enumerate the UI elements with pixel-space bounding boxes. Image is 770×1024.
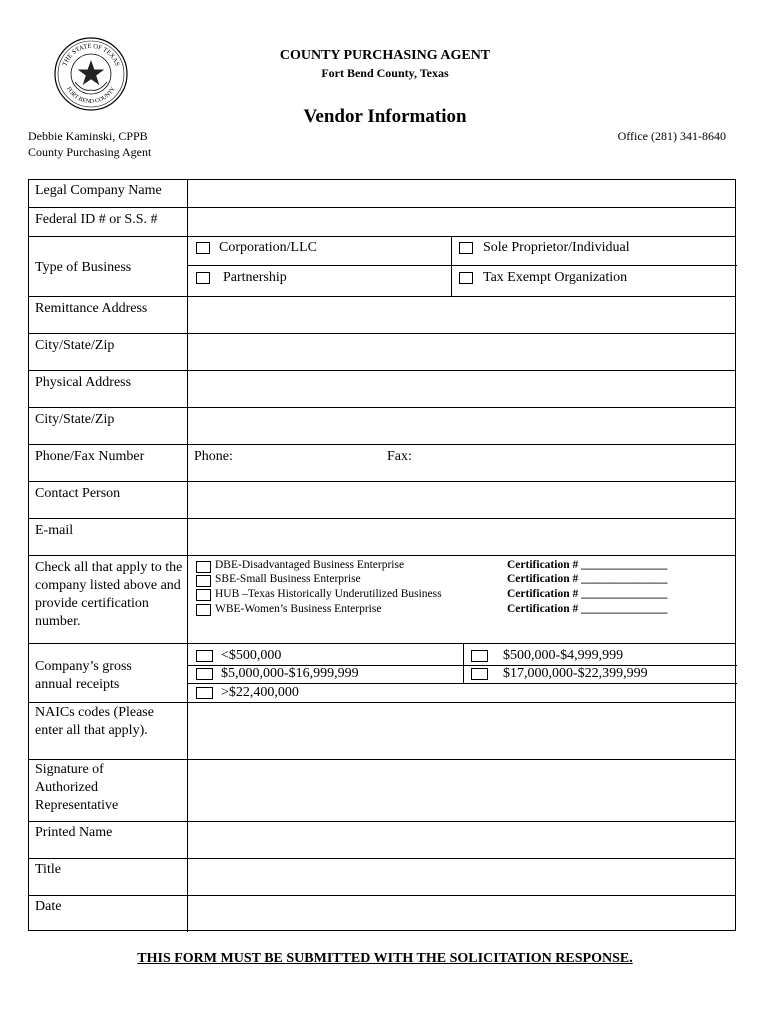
date-input[interactable] xyxy=(188,896,737,931)
row-divider xyxy=(29,444,735,445)
label-legal-company-name: Legal Company Name xyxy=(35,183,162,198)
receipts-over-22m-label: >$22,400,000 xyxy=(221,685,299,700)
receipts-17m-22m-label: $17,000,000-$22,399,999 xyxy=(503,666,648,681)
svg-text:THE STATE OF TEXAS: THE STATE OF TEXAS xyxy=(61,42,121,68)
tax-exempt-label: Tax Exempt Organization xyxy=(483,270,628,285)
receipts-5m-17m-checkbox[interactable] xyxy=(196,668,213,680)
email-input[interactable] xyxy=(188,519,737,555)
label-naics-codes: NAICs codes (Please enter all that apply). xyxy=(35,705,154,738)
fax-label: Fax: xyxy=(387,449,412,464)
label-date: Date xyxy=(35,899,62,914)
label-federal-id: Federal ID # or S.S. # xyxy=(35,212,158,227)
contact-person-input[interactable] xyxy=(188,482,737,518)
corporation-label: Corporation/LLC xyxy=(219,240,317,255)
label-email: E-mail xyxy=(35,523,74,538)
dbe-label: DBE-Disadvantaged Business Enterprise xyxy=(215,559,405,571)
label-printed-name: Printed Name xyxy=(35,825,113,840)
printed-name-input[interactable] xyxy=(188,822,737,858)
fax-input[interactable] xyxy=(421,446,721,468)
label-title: Title xyxy=(35,862,61,877)
hub-label: HUB –Texas Historically Underutilized Business xyxy=(215,588,442,600)
remittance-address-input[interactable] xyxy=(188,297,737,333)
sbe-certification-number[interactable]: Certification # _______________ xyxy=(507,573,668,585)
physical-address-input[interactable] xyxy=(188,371,737,407)
county-subheading: Fort Bend County, Texas xyxy=(321,66,449,80)
row-divider xyxy=(29,555,735,556)
dbe-certification-number[interactable]: Certification # _______________ xyxy=(507,559,668,571)
receipts-over-22m-checkbox[interactable] xyxy=(196,687,213,699)
row-divider xyxy=(29,643,735,644)
label-city-state-zip: City/State/Zip xyxy=(35,338,115,353)
phone-input[interactable] xyxy=(244,446,384,468)
wbe-certification-number[interactable]: Certification # _______________ xyxy=(507,603,668,615)
receipts-500k-5m-label: $500,000-$4,999,999 xyxy=(503,648,624,663)
hub-certification-number[interactable]: Certification # _______________ xyxy=(507,588,668,600)
tax-exempt-checkbox[interactable] xyxy=(459,272,473,284)
sbe-checkbox[interactable] xyxy=(196,575,211,587)
wbe-label: WBE-Women’s Business Enterprise xyxy=(215,603,382,615)
federal-id-input[interactable] xyxy=(188,208,737,236)
sole-proprietor-checkbox[interactable] xyxy=(459,242,473,254)
naics-codes-input[interactable] xyxy=(188,703,737,759)
dbe-checkbox[interactable] xyxy=(196,561,211,573)
agency-heading: COUNTY PURCHASING AGENT xyxy=(279,48,491,63)
city-state-zip-input[interactable] xyxy=(188,408,737,444)
row-divider xyxy=(187,683,737,684)
receipts-500k-5m-checkbox[interactable] xyxy=(471,650,488,662)
receipts-divider xyxy=(463,643,464,683)
label-gross-receipts: Company’s gross annual receipts xyxy=(35,659,132,692)
label-physical-address: Physical Address xyxy=(35,375,132,390)
partnership-checkbox[interactable] xyxy=(196,272,210,284)
city-state-zip-input[interactable] xyxy=(188,334,737,370)
sole-proprietor-label: Sole Proprietor/Individual xyxy=(483,240,630,255)
label-remittance-address: Remittance Address xyxy=(35,301,148,316)
vendor-form-table xyxy=(28,179,736,931)
hub-checkbox[interactable] xyxy=(196,589,211,601)
title-input[interactable] xyxy=(188,859,737,895)
submission-notice: THIS FORM MUST BE SUBMITTED WITH THE SOLICITATION RESPONSE. xyxy=(137,951,633,966)
agent-role: County Purchasing Agent xyxy=(28,145,152,159)
legal-company-name-input[interactable] xyxy=(188,180,737,207)
receipts-17m-22m-checkbox[interactable] xyxy=(471,668,488,680)
label-check-all-that-apply: Check all that apply to the company listed above and provide certification number. xyxy=(35,560,183,629)
sbe-label: SBE-Small Business Enterprise xyxy=(215,573,361,585)
business-type-divider xyxy=(451,236,452,296)
page-title: Vendor Information xyxy=(303,106,467,127)
row-divider xyxy=(29,236,735,237)
label-contact-person: Contact Person xyxy=(35,486,121,501)
signature-input[interactable] xyxy=(188,760,737,821)
receipts-under-500k-checkbox[interactable] xyxy=(196,650,213,662)
label-signature: Signature of Authorized Representative xyxy=(35,762,119,813)
wbe-checkbox[interactable] xyxy=(196,604,211,616)
office-phone: Office (281) 341-8640 xyxy=(617,129,726,143)
receipts-5m-17m-label: $5,000,000-$16,999,999 xyxy=(221,666,359,681)
svg-text:FORT BEND COUNTY: FORT BEND COUNTY xyxy=(65,86,117,106)
label-city-state-zip: City/State/Zip xyxy=(35,412,115,427)
receipts-under-500k-label: <$500,000 xyxy=(221,648,282,663)
label-type-of-business: Type of Business xyxy=(35,260,132,275)
row-divider xyxy=(187,265,737,266)
corporation-checkbox[interactable] xyxy=(196,242,210,254)
agent-name: Debbie Kaminski, CPPB xyxy=(28,129,148,143)
partnership-label: Partnership xyxy=(223,270,287,285)
label-phone-fax: Phone/Fax Number xyxy=(35,449,145,464)
phone-label: Phone: xyxy=(194,449,233,464)
